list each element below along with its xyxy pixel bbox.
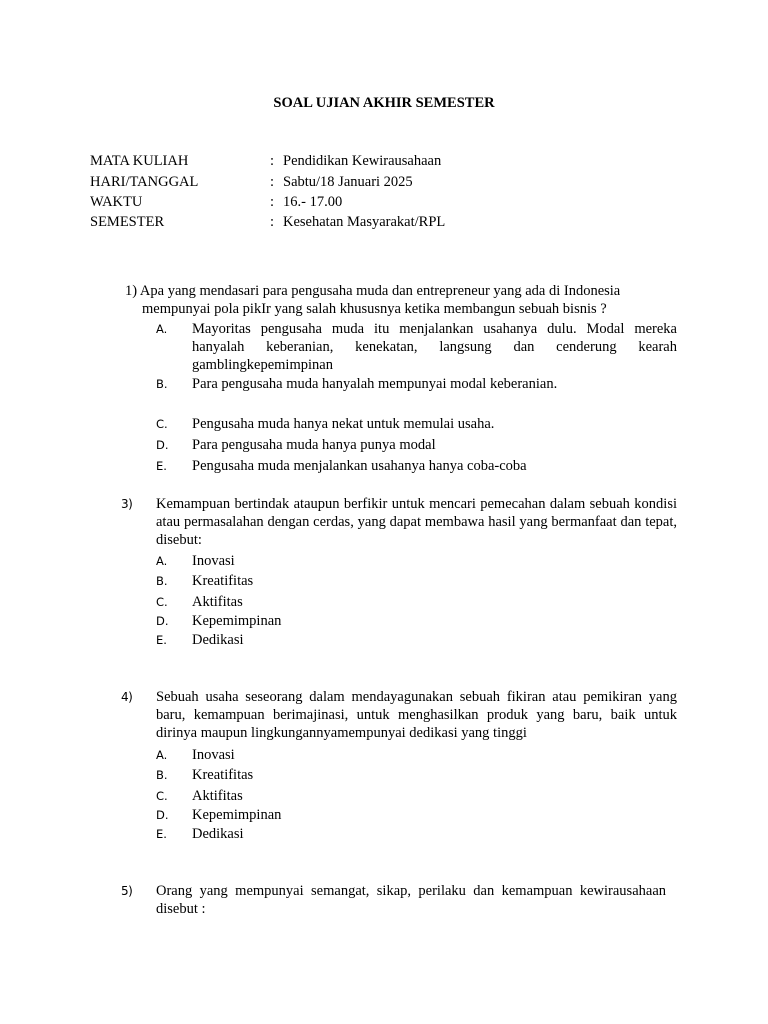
question-text: Kemampuan bertindak ataupun berfikir untuk mencari pemecahan dalam sebuah kondisi atau permasalahan dengan cerdas, yang dapat membawa hasil yang bermanfaat dan tepat, disebut: xyxy=(156,496,677,548)
option-text: Kreatifitas xyxy=(192,573,254,589)
info-value: Sabtu/18 Januari 2025 xyxy=(283,174,413,190)
info-colon: : xyxy=(270,194,275,210)
exam-title: SOAL UJIAN AKHIR SEMESTER xyxy=(273,95,495,111)
question-text-line1: Apa yang mendasari para pengusaha muda dan entrepreneur yang ada di Indonesia xyxy=(139,283,621,299)
info-label: HARI/TANGGAL xyxy=(90,174,199,190)
info-value: Pendidikan Kewirausahaan xyxy=(283,153,442,169)
info-value: Kesehatan Masyarakat/RPL xyxy=(283,214,446,230)
option-text: Kepemimpinan xyxy=(192,807,282,823)
option-letter: D. xyxy=(156,808,169,822)
question-text: Sebuah usaha seseorang dalam mendayagunakan sebuah fikiran atau pemikiran yang baru, kemampuan berimajinasi, untuk menghasilkan produk yang baru, baik untuk dirinya maupun lingkungannyamempunyai dedikasi yang tinggi xyxy=(156,689,677,741)
question-text xyxy=(125,282,677,318)
info-value: 16.- 17.00 xyxy=(283,194,343,210)
option-text: Pengusaha muda menjalankan usahanya hanya coba-coba xyxy=(192,458,527,474)
option-text: Para pengusaha muda hanyalah mempunyai modal keberanian. xyxy=(192,376,558,392)
option-letter: C. xyxy=(156,789,168,803)
option-letter: C. xyxy=(156,417,168,431)
option-letter: A. xyxy=(156,322,168,336)
option-letter: E. xyxy=(156,459,167,473)
info-label: MATA KULIAH xyxy=(90,153,189,169)
question-text: Orang yang mempunyai semangat, sikap, perilaku dan kemampuan kewirausahaan disebut : xyxy=(156,883,666,917)
option-letter: B. xyxy=(156,377,168,391)
option-text: Mayoritas pengusaha muda itu menjalankan usahanya dulu. Modal mereka hanyalah keberanian, kenekatan, langsung dan cenderung kearah gamblingkepemimpinan xyxy=(192,321,677,373)
option-text: Inovasi xyxy=(192,747,235,763)
option-text: Dedikasi xyxy=(192,826,244,842)
option-letter: D. xyxy=(156,614,169,628)
option-letter: B. xyxy=(156,768,168,782)
option-letter: E. xyxy=(156,827,167,841)
option-text: Aktifitas xyxy=(192,788,243,804)
option-text: Dedikasi xyxy=(192,632,244,648)
question-number: 1) xyxy=(125,283,138,299)
option-text: Pengusaha muda hanya nekat untuk memulai usaha. xyxy=(192,416,495,432)
info-label: SEMESTER xyxy=(90,214,165,230)
option-letter: D. xyxy=(156,438,169,452)
option-letter: E. xyxy=(156,633,167,647)
option-letter: A. xyxy=(156,748,168,762)
option-letter: C. xyxy=(156,595,168,609)
info-colon: : xyxy=(270,174,275,190)
question-text-line2: mempunyai pola pikIr yang salah khususnya ketika membangun sebuah bisnis ? xyxy=(142,301,607,317)
question-number: 4) xyxy=(121,690,133,704)
info-colon: : xyxy=(270,153,275,169)
question-number: 5) xyxy=(121,884,133,898)
option-text: Kepemimpinan xyxy=(192,613,282,629)
option-text: Para pengusaha muda hanya punya modal xyxy=(192,437,436,453)
option-text: Inovasi xyxy=(192,553,235,569)
info-colon: : xyxy=(270,214,275,230)
option-text: Kreatifitas xyxy=(192,767,254,783)
info-label: WAKTU xyxy=(90,194,143,210)
question-number: 3) xyxy=(121,497,133,511)
option-letter: A. xyxy=(156,554,168,568)
option-text: Aktifitas xyxy=(192,594,243,610)
option-letter: B. xyxy=(156,574,168,588)
